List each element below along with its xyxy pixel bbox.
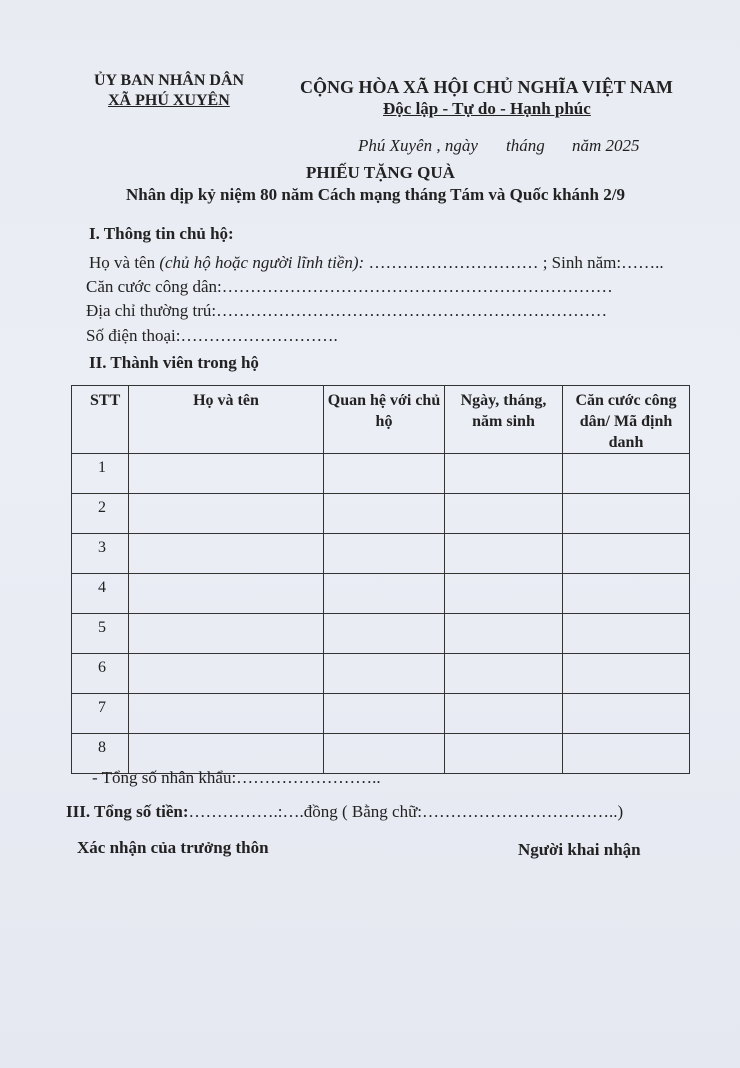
table-row — [72, 454, 690, 494]
birth-date-cell[interactable] — [445, 534, 563, 574]
citizen-id-cell[interactable] — [563, 574, 690, 614]
section3-heading: III. Tổng số tiền: — [66, 802, 189, 821]
relationship-cell[interactable] — [324, 574, 445, 614]
phone-field: Số điện thoại:………………………. — [86, 326, 338, 345]
relationship-cell[interactable] — [324, 454, 445, 494]
citizen-id-cell[interactable] — [563, 534, 690, 574]
section2-heading: II. Thành viên trong hộ — [89, 353, 259, 372]
birth-date-cell[interactable] — [445, 614, 563, 654]
citizen-id-cell[interactable] — [563, 694, 690, 734]
row-number: 5 — [72, 614, 129, 654]
name-cell[interactable] — [129, 574, 324, 614]
row-number: 3 — [72, 534, 129, 574]
village-head-confirmation: Xác nhận của trưởng thôn — [77, 838, 269, 857]
relationship-cell[interactable] — [324, 614, 445, 654]
col-full-name: Họ và tên — [129, 386, 324, 454]
holder-name-note: (chủ hộ hoặc người lĩnh tiền): — [159, 253, 365, 272]
citizen-id-cell[interactable] — [563, 654, 690, 694]
row-number: 7 — [72, 694, 129, 734]
birth-date-cell[interactable] — [445, 494, 563, 534]
table-row — [72, 694, 690, 734]
birth-date-cell[interactable] — [445, 694, 563, 734]
name-cell[interactable] — [129, 454, 324, 494]
citizen-id-cell[interactable] — [563, 494, 690, 534]
holder-name-field — [89, 253, 664, 273]
citizen-id-field: Căn cước công dân:…………………………………………………………… — [86, 277, 613, 296]
name-cell[interactable] — [129, 614, 324, 654]
birth-date-cell[interactable] — [445, 734, 563, 774]
total-money-field — [66, 802, 623, 822]
citizen-id-cell[interactable] — [563, 454, 690, 494]
col-relationship: Quan hệ với chủ hộ — [324, 386, 445, 454]
org-line2: XÃ PHÚ XUYÊN — [108, 92, 230, 109]
birth-date-cell[interactable] — [445, 574, 563, 614]
section1-heading: I. Thông tin chủ hộ: — [89, 224, 234, 243]
citizen-id-cell[interactable] — [563, 734, 690, 774]
date-place: Phú Xuyên , ngày — [358, 136, 478, 155]
date-year: năm 2025 — [572, 136, 640, 155]
table-row — [72, 534, 690, 574]
holder-name-dots: ………………………… ; Sinh năm:…….. — [368, 253, 664, 272]
form-subtitle: Nhân dịp kỷ niệm 80 năm Cách mạng tháng Tám và Quốc khánh 2/9 — [126, 185, 625, 204]
country-name: CỘNG HÒA XÃ HỘI CHỦ NGHĨA VIỆT NAM — [300, 77, 673, 97]
table-header-row — [72, 386, 690, 454]
total-people-field: - Tổng số nhân khẩu:…………………….. — [92, 768, 381, 787]
row-number: 2 — [72, 494, 129, 534]
table-row — [72, 494, 690, 534]
relationship-cell[interactable] — [324, 494, 445, 534]
birth-date-cell[interactable] — [445, 454, 563, 494]
name-cell[interactable] — [129, 654, 324, 694]
name-cell[interactable] — [129, 694, 324, 734]
table-row — [72, 574, 690, 614]
row-number: 1 — [72, 454, 129, 494]
name-cell[interactable] — [129, 534, 324, 574]
declarant-signature: Người khai nhận — [518, 840, 641, 859]
national-motto: Độc lập - Tự do - Hạnh phúc — [383, 99, 591, 118]
org-line1: ỦY BAN NHÂN DÂN — [94, 72, 245, 89]
date-month: tháng — [506, 136, 545, 155]
row-number: 4 — [72, 574, 129, 614]
citizen-id-cell[interactable] — [563, 614, 690, 654]
table-row — [72, 654, 690, 694]
birth-date-cell[interactable] — [445, 654, 563, 694]
name-cell[interactable] — [129, 494, 324, 534]
table-row — [72, 614, 690, 654]
household-members-table — [71, 385, 690, 774]
row-number: 6 — [72, 654, 129, 694]
row-number: 8 — [72, 734, 129, 774]
holder-name-label: Họ và tên — [89, 253, 156, 272]
relationship-cell[interactable] — [324, 654, 445, 694]
relationship-cell[interactable] — [324, 534, 445, 574]
total-money-dots: …………….:….đồng ( Bằng chữ:……………………………..) — [188, 802, 624, 821]
col-stt: STT — [72, 386, 129, 454]
col-citizen-id: Căn cước công dân/ Mã định danh — [563, 386, 690, 454]
address-field: Địa chỉ thường trú:…………………………………………………………… — [86, 301, 608, 320]
form-title: PHIẾU TẶNG QUÀ — [306, 163, 455, 182]
col-birth-date: Ngày, tháng, năm sinh — [445, 386, 563, 454]
relationship-cell[interactable] — [324, 694, 445, 734]
